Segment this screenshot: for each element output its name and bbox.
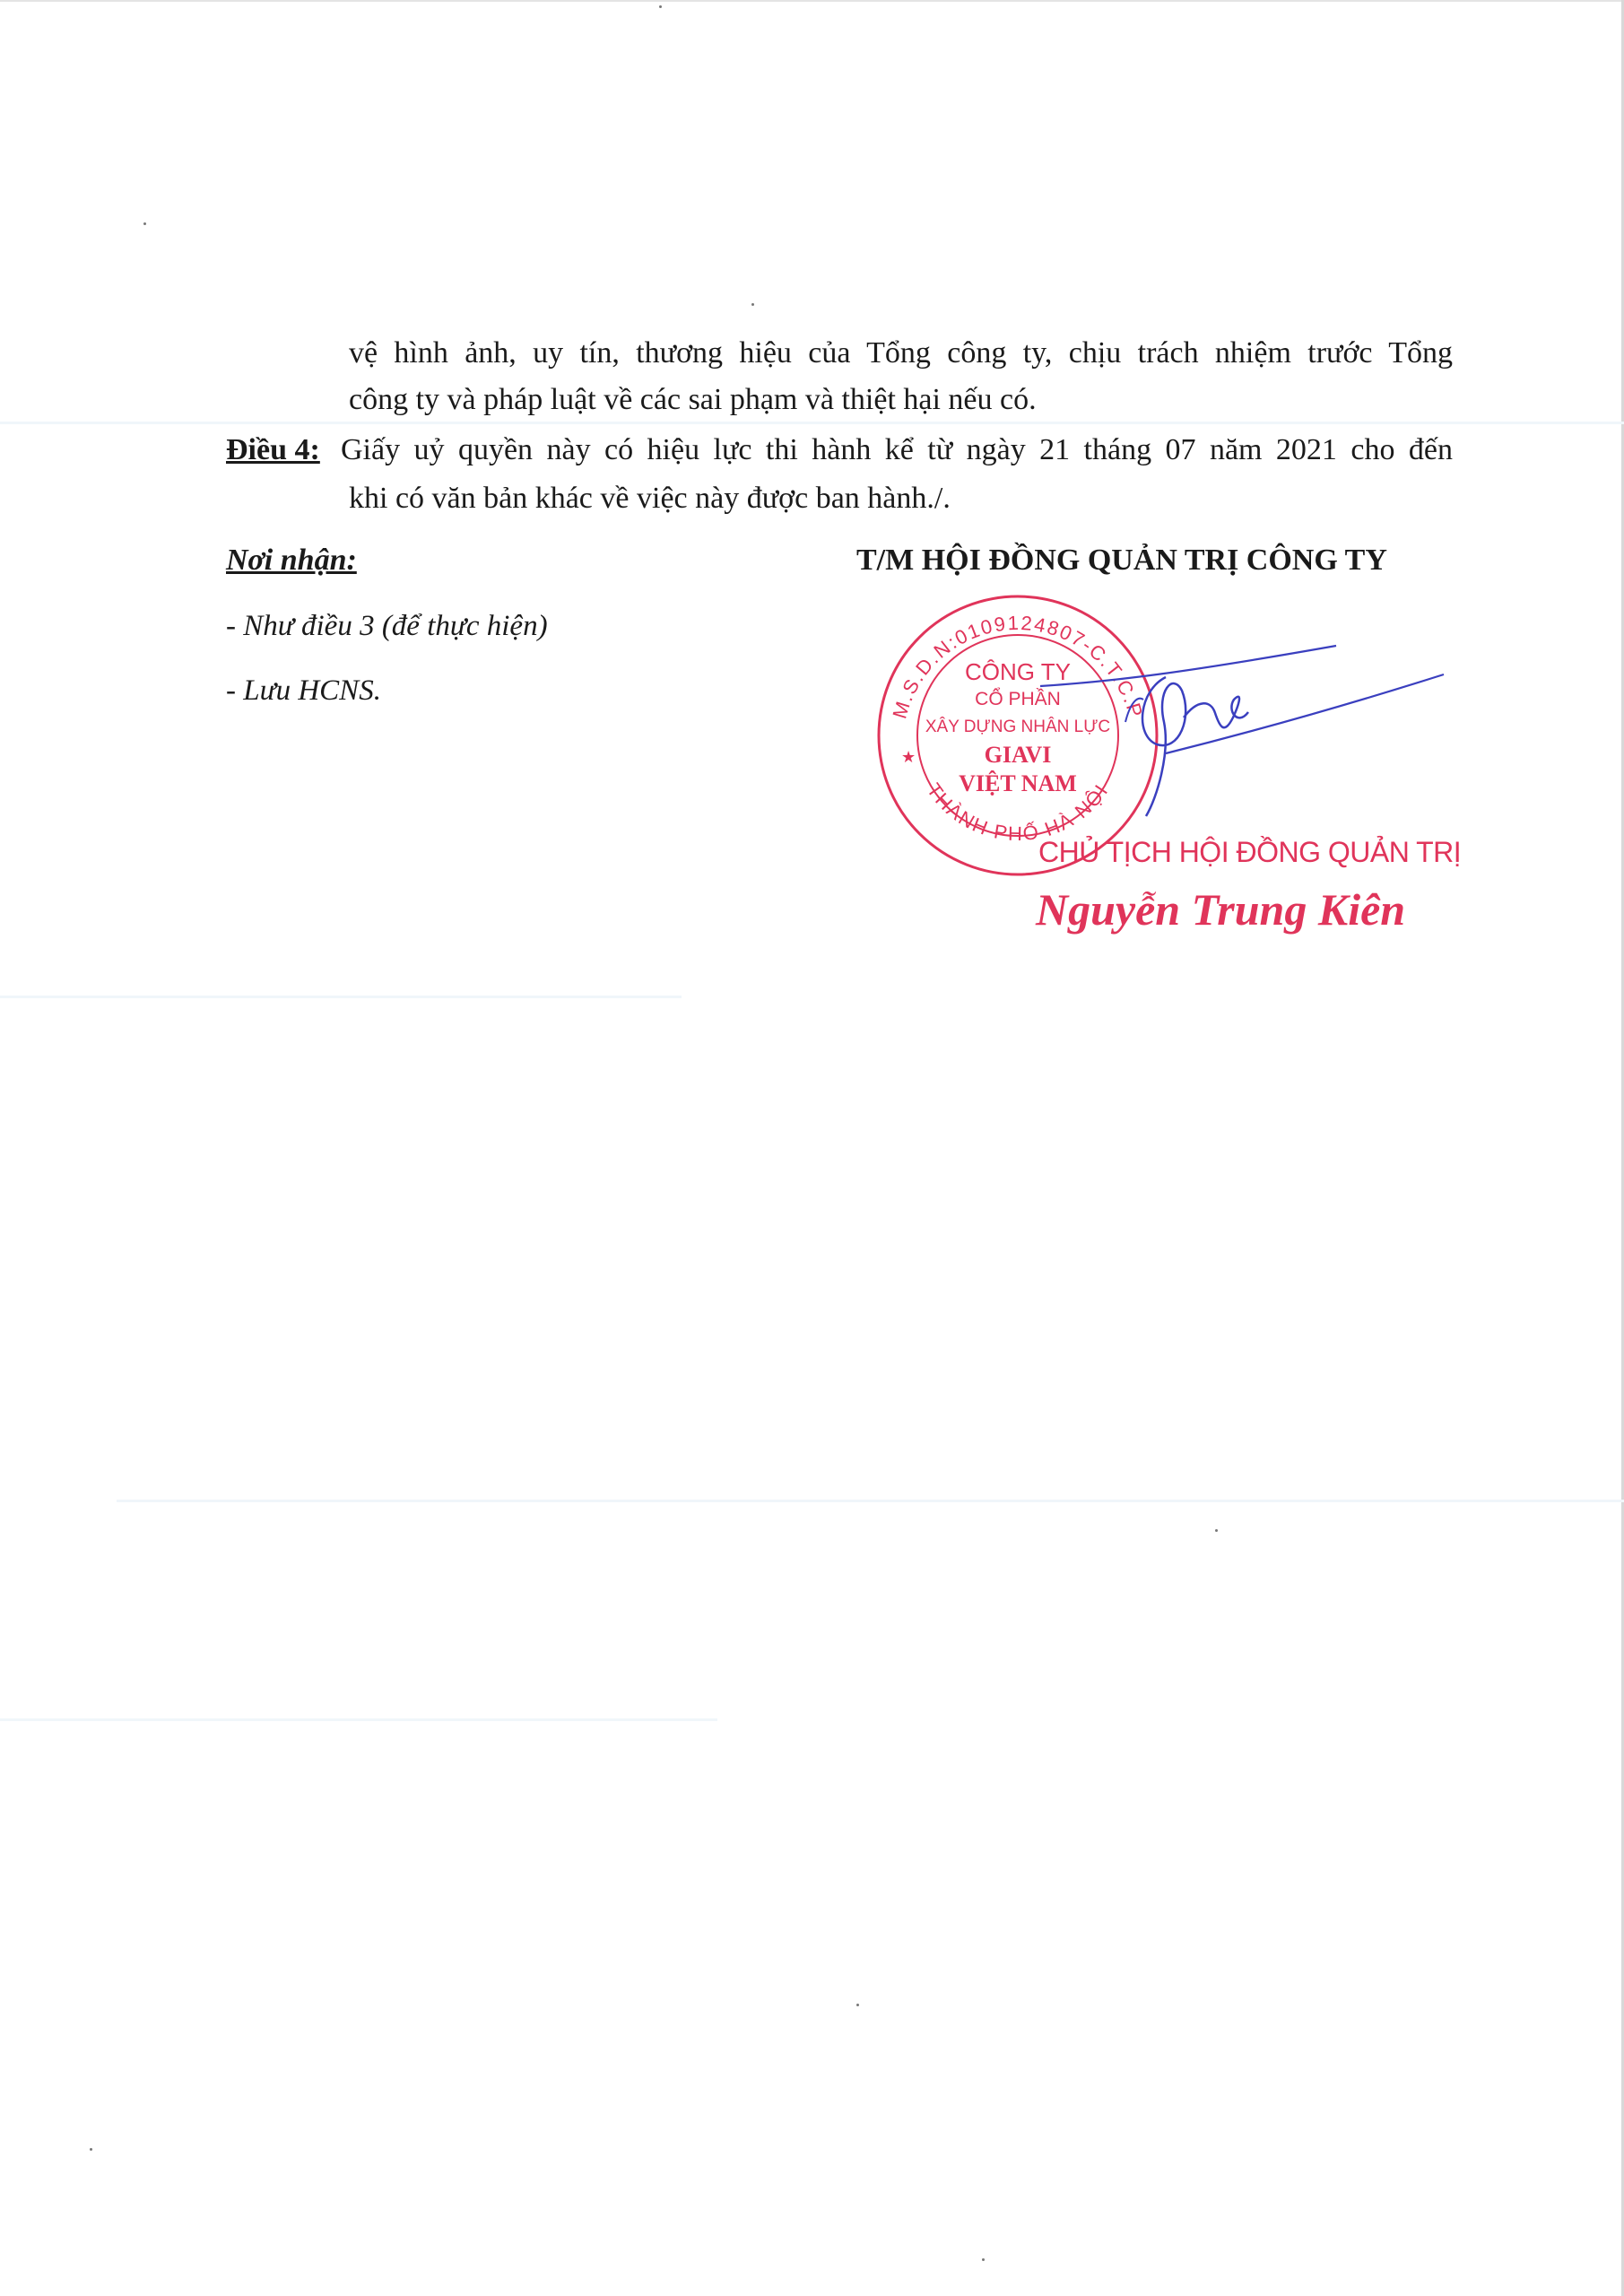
signer-role: CHỦ TỊCH HỘI ĐỒNG QUẢN TRỊ: [1038, 836, 1462, 868]
seal-line1: CÔNG TY: [965, 658, 1071, 685]
recipients-title: Nơi nhận:: [226, 544, 357, 577]
seal-line5: VIỆT NAM: [959, 770, 1077, 796]
seal-star-icon: ★: [901, 748, 916, 766]
article4-line2: khi có văn bản khác về việc này được ban hành./.: [349, 482, 951, 515]
article4-label: Điều 4:: [226, 433, 320, 466]
scan-speck: [1215, 1529, 1218, 1532]
scan-speck: [751, 303, 754, 306]
seal-line4: GIAVI: [984, 742, 1052, 768]
scan-speck: [143, 222, 146, 225]
scan-artifact-line: [0, 1718, 717, 1721]
scan-artifact-line: [117, 1500, 1624, 1502]
scan-speck: [90, 2148, 92, 2151]
article3-line2: công ty và pháp luật về các sai phạm và thiệt hại nếu có.: [349, 383, 1037, 416]
seal-line3: XÂY DỰNG NHÂN LỰC: [925, 718, 1111, 736]
article4-line1: Giấy uỷ quyền này có hiệu lực thi hành kể từ ngày 21 tháng 07 năm 2021 cho đến: [341, 433, 1453, 466]
scan-speck: [982, 2258, 985, 2261]
article4-line1-row: [226, 427, 1453, 474]
recipient-item: - Lưu HCNS.: [226, 674, 381, 707]
seal-line2: CỔ PHẦN: [975, 689, 1061, 709]
seal-tax-code: M.S.D.N:0109124807-C.T.C.P: [888, 611, 1148, 722]
scan-speck: [659, 5, 662, 8]
signature-block-title: T/M HỘI ĐỒNG QUẢN TRỊ CÔNG TY: [856, 544, 1387, 577]
scan-top-edge: [0, 0, 1624, 2]
seal-city: THÀNH PHỐ HÀ NỘI: [922, 778, 1114, 846]
scan-speck: [856, 2004, 859, 2006]
article3-line1: vệ hình ảnh, uy tín, thương hiệu của Tổng công ty, chịu trách nhiệm trước Tổng: [349, 336, 1453, 370]
signer-name: Nguyễn Trung Kiên: [1036, 884, 1406, 935]
scan-artifact-line: [0, 996, 682, 998]
recipient-item: - Như điều 3 (để thực hiện): [226, 610, 548, 642]
handwritten-signature: [1031, 637, 1453, 834]
